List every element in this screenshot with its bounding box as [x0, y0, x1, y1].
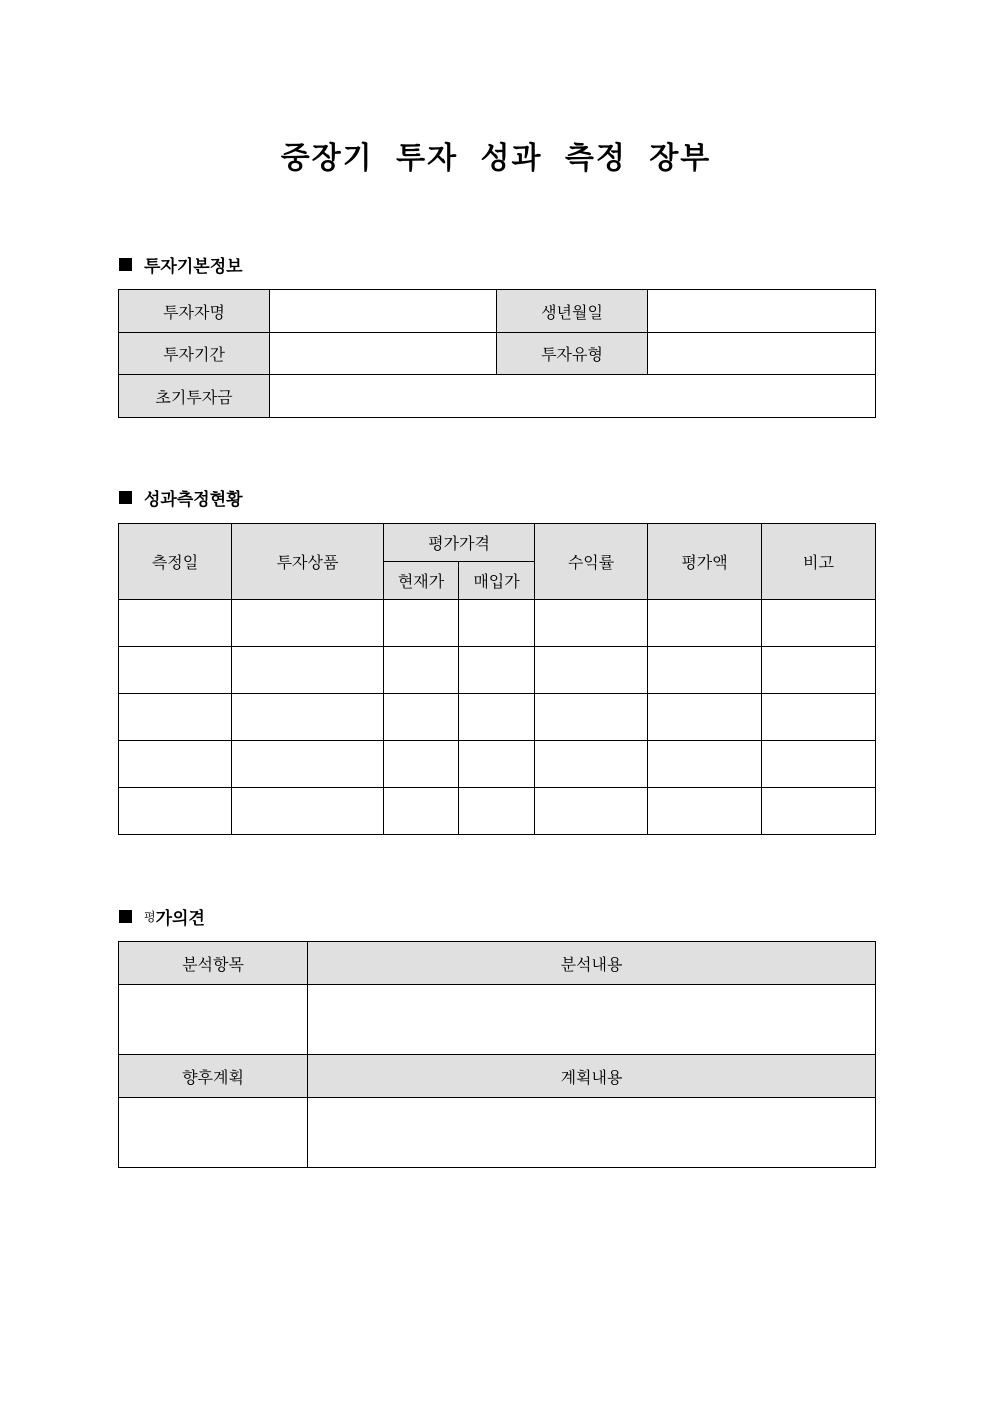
- field-investment-type[interactable]: [648, 333, 876, 375]
- opinion-table: [118, 941, 876, 1168]
- field-future-plan[interactable]: [119, 1098, 308, 1168]
- field-initial-capital[interactable]: [270, 375, 876, 418]
- square-bullet-icon: [119, 491, 132, 504]
- header-valuation-amount: 평가액: [648, 524, 762, 600]
- table-cell[interactable]: [459, 694, 535, 741]
- table-row: [119, 788, 876, 835]
- table-cell[interactable]: [119, 694, 232, 741]
- label-analysis-item: 분석항목: [119, 942, 308, 985]
- square-bullet-icon: [119, 258, 132, 271]
- table-cell[interactable]: [119, 788, 232, 835]
- table-cell[interactable]: [535, 741, 648, 788]
- label-future-plan: 향후계획: [119, 1055, 308, 1098]
- table-cell[interactable]: [459, 647, 535, 694]
- header-current-price: 현재가: [384, 562, 459, 600]
- field-birth-date[interactable]: [648, 290, 876, 333]
- label-investment-period: 투자기간: [119, 333, 270, 375]
- header-remarks: 비고: [762, 524, 876, 600]
- label-birth-date: 생년월일: [497, 290, 648, 333]
- table-cell[interactable]: [384, 647, 459, 694]
- table-cell[interactable]: [762, 741, 876, 788]
- table-cell[interactable]: [384, 694, 459, 741]
- section-heading-text: 성과측정현황: [144, 489, 243, 510]
- table-row: [119, 647, 876, 694]
- field-investor-name[interactable]: [270, 290, 497, 333]
- table-row: [119, 600, 876, 647]
- square-bullet-icon: [119, 910, 132, 923]
- table-cell[interactable]: [232, 600, 384, 647]
- label-investor-name: 투자자명: [119, 290, 270, 333]
- label-analysis-content: 분석내용: [308, 942, 876, 985]
- section-heading-text: 가의견: [155, 908, 205, 929]
- table-cell[interactable]: [232, 647, 384, 694]
- document-title: 중장기 투자 성과 측정 장부: [280, 141, 712, 176]
- table-cell[interactable]: [119, 647, 232, 694]
- table-cell[interactable]: [232, 741, 384, 788]
- performance-table: [118, 523, 876, 835]
- label-initial-capital: 초기투자금: [119, 375, 270, 418]
- table-cell[interactable]: [535, 647, 648, 694]
- table-cell[interactable]: [535, 788, 648, 835]
- table-cell[interactable]: [762, 600, 876, 647]
- section-heading-text: 투자기본정보: [144, 256, 243, 277]
- table-row: [119, 694, 876, 741]
- table-cell[interactable]: [648, 741, 762, 788]
- table-cell[interactable]: [384, 741, 459, 788]
- field-investment-period[interactable]: [270, 333, 497, 375]
- header-valuation-price: 평가가격: [384, 524, 535, 562]
- field-analysis-content[interactable]: [308, 985, 876, 1055]
- table-cell[interactable]: [648, 600, 762, 647]
- table-cell[interactable]: [535, 694, 648, 741]
- table-cell[interactable]: [535, 600, 648, 647]
- field-plan-content[interactable]: [308, 1098, 876, 1168]
- table-row: [119, 741, 876, 788]
- table-cell[interactable]: [119, 741, 232, 788]
- table-cell[interactable]: [232, 694, 384, 741]
- table-cell[interactable]: [762, 694, 876, 741]
- table-cell[interactable]: [459, 741, 535, 788]
- section-heading-opinion: [119, 904, 205, 928]
- header-purchase-price: 매입가: [459, 562, 535, 600]
- table-cell[interactable]: [232, 788, 384, 835]
- header-measure-date: 측정일: [119, 524, 232, 600]
- table-cell[interactable]: [648, 788, 762, 835]
- section-heading-prefix: 평: [144, 909, 156, 924]
- table-cell[interactable]: [648, 647, 762, 694]
- table-cell[interactable]: [459, 600, 535, 647]
- table-cell[interactable]: [384, 600, 459, 647]
- table-cell[interactable]: [762, 788, 876, 835]
- table-cell[interactable]: [762, 647, 876, 694]
- section-heading-performance: [119, 485, 243, 509]
- table-cell[interactable]: [119, 600, 232, 647]
- table-cell[interactable]: [648, 694, 762, 741]
- section-heading-basic-info: [119, 252, 243, 276]
- label-plan-content: 계획내용: [308, 1055, 876, 1098]
- label-investment-type: 투자유형: [497, 333, 648, 375]
- header-return-rate: 수익률: [535, 524, 648, 600]
- table-cell[interactable]: [384, 788, 459, 835]
- header-investment-product: 투자상품: [232, 524, 384, 600]
- field-analysis-item[interactable]: [119, 985, 308, 1055]
- table-cell[interactable]: [459, 788, 535, 835]
- basic-info-table: [118, 289, 876, 418]
